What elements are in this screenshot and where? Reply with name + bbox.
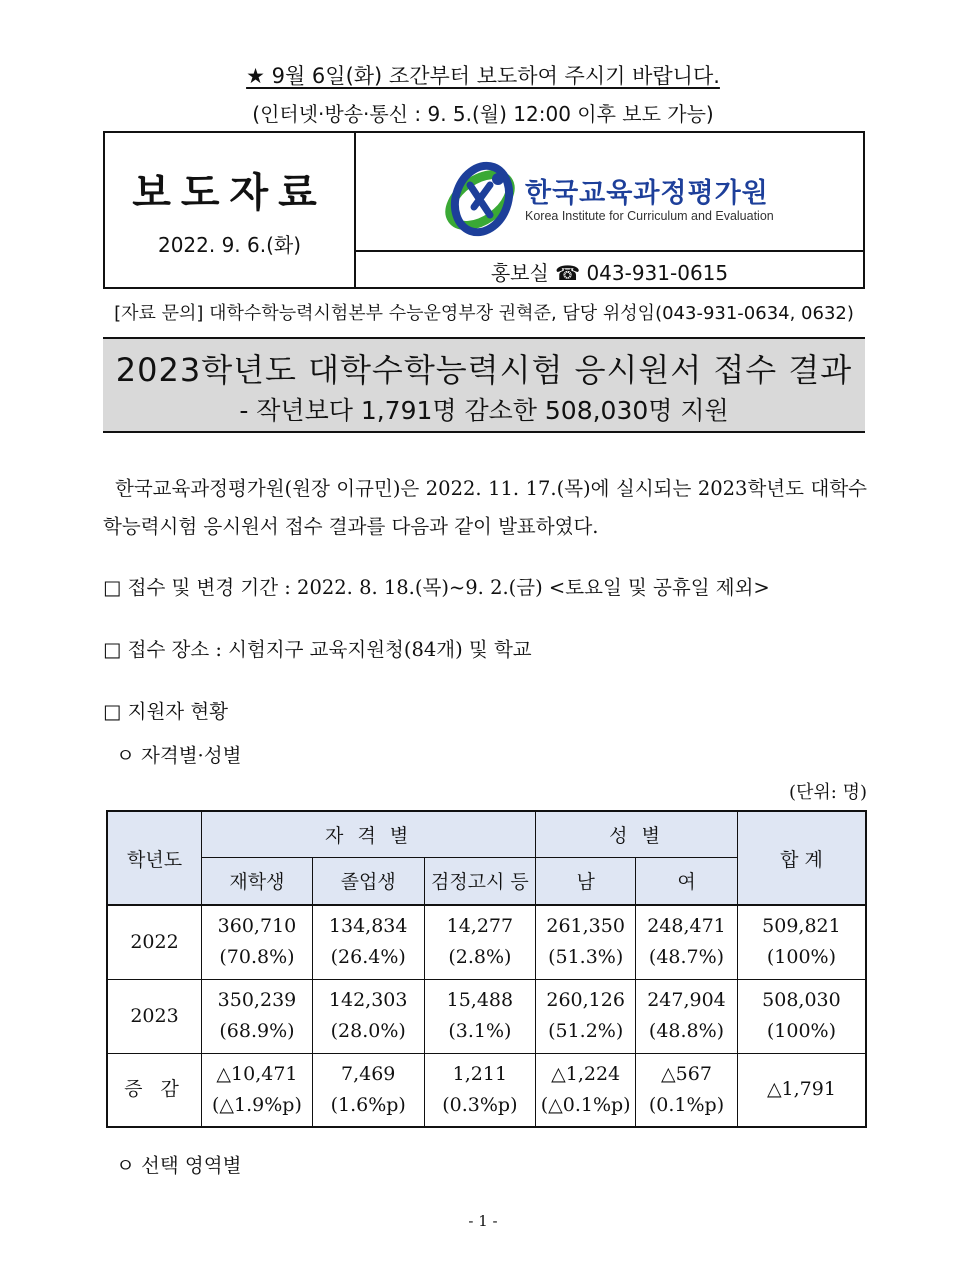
online-release-notice: (인터넷·방송·통신 : 9. 5.(월) 12:00 이후 보도 가능) — [252, 102, 714, 126]
cell-male: 260,126 (51.2%) — [536, 979, 636, 1053]
cell-graduate: 7,469 (1.6%p) — [312, 1053, 424, 1127]
header-graduate: 졸업생 — [312, 857, 424, 905]
cell-total: △1,791 — [737, 1053, 866, 1127]
press-release-title: 보도자료 — [132, 170, 327, 216]
cell-ged: 1,211 (0.3%p) — [424, 1053, 536, 1127]
cell-graduate: 134,834 (26.4%) — [312, 905, 424, 979]
embargo-notice: ★ 9월 6일(화) 조간부터 보도하여 주시기 바랍니다. — [246, 64, 720, 88]
cell-total: 509,821 (100%) — [737, 905, 866, 979]
row-year: 2022 — [107, 905, 202, 979]
org-name-english: Korea Institute for Curriculum and Evaluation — [525, 209, 774, 223]
header-male: 남 — [536, 857, 636, 905]
inquiry-contact: [자료 문의] 대학수학능력시험본부 수능운영부장 권혁준, 담당 위성임(043-931-0634, 0632) — [114, 303, 854, 324]
headline-main: 2023학년도 대학수학능력시험 응시원서 접수 결과 — [115, 351, 853, 389]
cell-enrolled: △10,471 (△1.9%p) — [202, 1053, 313, 1127]
header-gender: 성 별 — [536, 811, 738, 857]
location-item: □ 접수 장소 : 시험지구 교육지원청(84개) 및 학교 — [103, 638, 532, 661]
cell-ged: 15,488 (3.1%) — [424, 979, 536, 1053]
table-row-2023 — [107, 979, 866, 1053]
header-total: 합 계 — [737, 811, 866, 905]
page-number: - 1 - — [468, 1212, 498, 1230]
period-item: □ 접수 및 변경 기간 : 2022. 8. 18.(목)~9. 2.(금) <토요일 및 공휴일 제외> — [103, 576, 770, 599]
intro-paragraph: 한국교육과정평가원(원장 이규민)은 2022. 11. 17.(목)에 실시되는 2023학년도 대학수학능력시험 응시원서 접수 결과를 다음과 같이 발표하였다. — [103, 477, 867, 538]
header-enrolled: 재학생 — [202, 857, 313, 905]
header-ged: 검정고시 등 — [424, 857, 536, 905]
row-change-label: 증 감 — [107, 1053, 202, 1127]
cell-ged: 14,277 (2.8%) — [424, 905, 536, 979]
cell-total: 508,030 (100%) — [737, 979, 866, 1053]
applicant-status-item: □ 지원자 현황 — [103, 700, 229, 723]
press-header-box — [103, 131, 865, 289]
header-year: 학년도 — [107, 811, 202, 905]
cell-enrolled: 360,710 (70.8%) — [202, 905, 313, 979]
headline-sub: - 작년보다 1,791명 감소한 508,030명 지원 — [239, 396, 729, 425]
qualification-gender-subitem: ㅇ 자격별·성별 — [116, 744, 242, 767]
cell-female: 248,471 (48.7%) — [636, 905, 738, 979]
org-name-korean: 한국교육과정평가원 — [525, 178, 769, 209]
header-divider — [356, 250, 863, 252]
headline-box — [103, 337, 865, 433]
cell-female: △567 (0.1%p) — [636, 1053, 738, 1127]
pr-office-phone: 홍보실 ☎ 043-931-0615 — [490, 261, 729, 285]
subject-area-subitem: ㅇ 선택 영역별 — [116, 1154, 242, 1177]
cell-male: △1,224 (△0.1%p) — [536, 1053, 636, 1127]
table-row-change — [107, 1053, 866, 1127]
applicant-stats-table — [106, 810, 867, 1128]
unit-label: (단위: 명) — [789, 782, 867, 803]
cell-male: 261,350 (51.3%) — [536, 905, 636, 979]
header-qualification: 자 격 별 — [202, 811, 536, 857]
cell-enrolled: 350,239 (68.9%) — [202, 979, 313, 1053]
press-header-left — [105, 133, 356, 287]
table-row-2022 — [107, 905, 866, 979]
cell-female: 247,904 (48.8%) — [636, 979, 738, 1053]
press-release-date: 2022. 9. 6.(화) — [157, 233, 302, 257]
row-year: 2023 — [107, 979, 202, 1053]
kice-logo-icon — [440, 155, 520, 245]
cell-graduate: 142,303 (28.0%) — [312, 979, 424, 1053]
header-female: 여 — [636, 857, 738, 905]
